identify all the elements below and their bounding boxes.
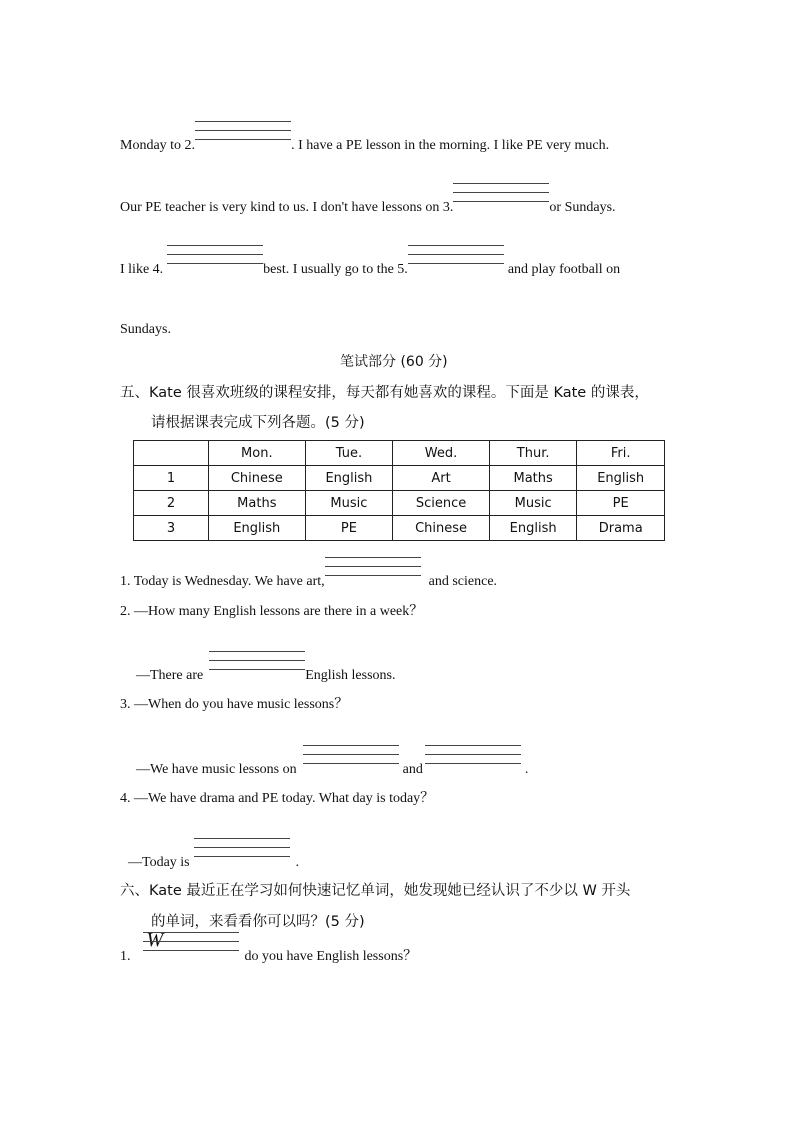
answer-blank-5[interactable] xyxy=(408,259,504,273)
timetable-cell: PE xyxy=(577,491,665,516)
answer-text: . xyxy=(524,762,529,777)
question-6-1 xyxy=(120,929,418,966)
answer-text: —There are xyxy=(136,668,204,683)
timetable-cell: English xyxy=(209,516,306,541)
timetable-cell: Maths xyxy=(209,491,306,516)
question-text: and science. xyxy=(428,574,498,589)
timetable-row xyxy=(134,516,665,541)
timetable-cell: 2 xyxy=(134,491,209,516)
answer-5-4 xyxy=(128,852,299,872)
passage-line-3 xyxy=(120,259,620,279)
question-5-1 xyxy=(120,571,497,591)
timetable-cell: Music xyxy=(489,491,577,516)
answer-text: and xyxy=(402,762,423,777)
timetable-header-cell: Fri. xyxy=(577,441,665,466)
timetable-cell: Science xyxy=(393,491,490,516)
timetable-cell: PE xyxy=(305,516,393,541)
timetable-cell: English xyxy=(577,466,665,491)
timetable-cell: 3 xyxy=(134,516,209,541)
section-6-title: 六、Kate 最近正在学习如何快速记忆单词，她发现她已经认识了不少以 W 开头 xyxy=(120,883,631,899)
passage-text: . I have a PE lesson in the morning. I like PE very much. xyxy=(291,138,610,153)
section-5-title: 五、Kate 很喜欢班级的课程安排，每天都有她喜欢的课程。下面是 Kate 的课表， xyxy=(120,385,649,401)
passage-line-2 xyxy=(120,197,616,217)
timetable-header-cell: Mon. xyxy=(209,441,306,466)
question-text: 1. Today is Wednesday. We have art, xyxy=(120,574,325,589)
answer-5-3 xyxy=(136,759,528,779)
timetable-header-cell: Thur. xyxy=(489,441,577,466)
answer-blank-q2[interactable] xyxy=(209,665,305,679)
question-number: 1. xyxy=(120,949,131,964)
timetable xyxy=(133,440,665,541)
passage-text: or Sundays. xyxy=(549,200,616,215)
timetable-header-cell xyxy=(134,441,209,466)
timetable-cell: Maths xyxy=(489,466,577,491)
timetable-cell: Chinese xyxy=(393,516,490,541)
timetable-row xyxy=(134,491,665,516)
answer-blank-4[interactable] xyxy=(167,259,263,273)
answer-blank-q3b[interactable] xyxy=(425,759,521,773)
answer-text: English lessons. xyxy=(305,668,396,683)
answer-5-2 xyxy=(136,665,395,685)
timetable-cell: Art xyxy=(393,466,490,491)
answer-text: . xyxy=(295,855,300,870)
timetable-header-row xyxy=(134,441,665,466)
passage-text: Our PE teacher is very kind to us. I don't have lessons on 3. xyxy=(120,200,454,215)
timetable-cell: Music xyxy=(305,491,393,516)
passage-line-1 xyxy=(120,135,609,155)
question-5-2: 2. —How many English lessons are there in a week？ xyxy=(120,604,424,619)
answer-blank-q4[interactable] xyxy=(194,852,290,866)
answer-blank-3[interactable] xyxy=(453,197,549,211)
answer-text: —Today is xyxy=(128,855,190,870)
timetable-header-cell: Tue. xyxy=(305,441,393,466)
timetable-cell: Chinese xyxy=(209,466,306,491)
passage-text: I like 4. xyxy=(120,262,164,277)
passage-line-4: Sundays. xyxy=(120,322,171,337)
section-6-title-cont: 的单词，来看看你可以吗？(5 分) xyxy=(151,914,365,930)
question-5-3: 3. —When do you have music lessons？ xyxy=(120,697,349,712)
timetable-cell: Drama xyxy=(577,516,665,541)
timetable-row xyxy=(134,466,665,491)
written-part-header: 笔试部分 (60 分) xyxy=(340,354,448,370)
passage-text: best. I usually go to the 5. xyxy=(263,262,408,277)
timetable-cell: English xyxy=(305,466,393,491)
letter-w-prefix: W xyxy=(146,929,164,951)
answer-blank-w[interactable] xyxy=(143,929,239,960)
answer-blank-q3a[interactable] xyxy=(303,759,399,773)
question-5-4: 4. —We have drama and PE today. What day is today？ xyxy=(120,791,435,806)
timetable-header-cell: Wed. xyxy=(393,441,490,466)
answer-blank-2[interactable] xyxy=(195,135,291,149)
passage-text: and play football on xyxy=(507,262,621,277)
answer-text: —We have music lessons on xyxy=(136,762,297,777)
question-text: do you have English lessons？ xyxy=(244,949,418,964)
timetable-cell: 1 xyxy=(134,466,209,491)
timetable-cell: English xyxy=(489,516,577,541)
answer-blank-q1[interactable] xyxy=(325,571,421,585)
section-5-title-cont: 请根据课表完成下列各题。(5 分) xyxy=(151,415,365,431)
passage-text: Monday to 2. xyxy=(120,138,196,153)
